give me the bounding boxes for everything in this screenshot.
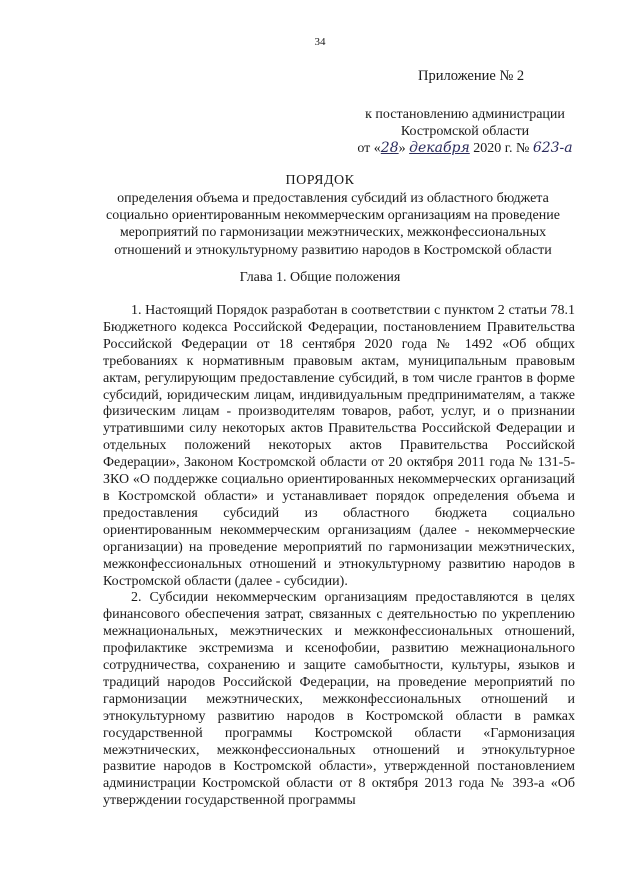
document-subtitle: определения объема и предоставления субсидий из областного бюджета социально ориентированным некоммерческим организациям на проведение мероприятий по гармонизации межэтнических, межконфессиональных отношений и этнокультурному развитию народов в Костромской области xyxy=(106,191,560,258)
handwritten-day: 28 xyxy=(380,140,399,156)
paragraph-2: 2. Субсидии некоммерческим организациям предоставляются в целях финансового обеспечения затрат, связанных с деятельностью по укреплению межнациональных, межэтнических и межконфессиональных отношений, профилактике экстремизма и ксенофобии, развитию межнационального сотрудничества, сохранению и защите самобытности, культуры, языков и традиций народов Российской Федерации, на проведение мероприятий по гармонизации межэтнических, межконфессиональных отношений и этнокультурному развитию народов в Костромской области в рамках государственной программы Костромской области «Гармонизация межэтнических, межконфессиональных отношений и этнокультурное развитие народов в Костромской области», утвержденной постановлением администрации Костромской области от 8 октября 2013 года № 393-а «Об утверждении государственной программы xyxy=(103,590,575,809)
page-number: 34 xyxy=(314,36,326,48)
handwritten-number: 623-а xyxy=(532,140,573,156)
resolution-line-2: Костромской области xyxy=(400,124,530,139)
date-prefix: от « xyxy=(357,141,381,156)
resolution-line-1: к постановлению администрации xyxy=(365,107,565,122)
document-title: ПОРЯДОК xyxy=(285,173,355,188)
resolution-date-line xyxy=(355,140,575,157)
resolution-reference xyxy=(355,106,575,157)
appendix-label: Приложение № 2 xyxy=(418,68,525,84)
date-mid: » xyxy=(398,141,410,156)
chapter-heading: Глава 1. Общие положения xyxy=(239,270,401,285)
paragraph-1: 1. Настоящий Порядок разработан в соответствии с пунктом 2 статьи 78.1 Бюджетного кодекса Российской Федерации, постановлением Правительства Российской Федерации от 18 сентября 2020 года № 1492 «Об общих требованиях к нормативным правовым актам, муниципальным правовым актам, регулирующим предоставление субсидий, в том числе грантов в форме субсидий, юридическим лицам, индивидуальным предпринимателям, а также физическим лицам - производителям товаров, работ, услуг, и о признании утратившими силу некоторых актов Правительства Российской Федерации и отдельных положений некоторых актов Правительства Российской Федерации», Законом Костромской области от 20 октября 2011 года № 131-5-ЗКО «О поддержке социально ориентированных некоммерческих организаций в Костромской области» и устанавливает порядок определения объема и предоставления субсидий из областного бюджета социально ориентированным некоммерческим организациям (далее - некоммерческие организации) на проведение мероприятий по гармонизации межэтнических, межконфессиональных отношений и этнокультурному развитию народов в Костромской области (далее - субсидии). xyxy=(103,303,575,589)
document-body xyxy=(103,303,575,810)
handwritten-month: декабря xyxy=(409,140,470,156)
date-year: 2020 г. № xyxy=(469,141,533,156)
